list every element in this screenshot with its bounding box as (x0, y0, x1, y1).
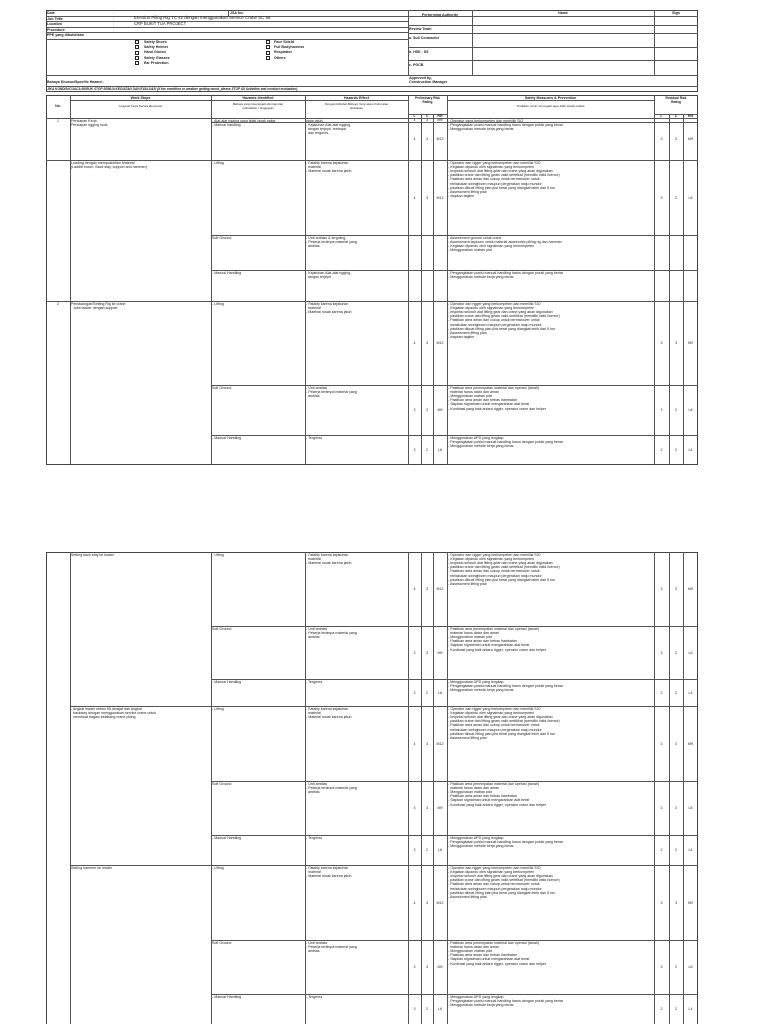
hazard-identified: - Alat-alat rigging yang tidak layak pakai - Manual handling (212, 118, 276, 127)
job-title-label: Job Tittle (47, 16, 63, 21)
residual-consequence: 3 (675, 741, 677, 746)
work-step: - Angkat leader sektor 65 derajat dan angkat backstay dengan menggunakan service crane untuk membuat bagian belakang crane pilling (71, 706, 157, 720)
ppe-checkbox-icon (135, 40, 139, 44)
column-divider (70, 940, 71, 994)
column-divider (433, 270, 434, 301)
col-rating-sub: L (413, 114, 416, 119)
preliminary-risk: M9 (437, 118, 443, 122)
residual-risk: L6 (688, 650, 693, 655)
ppe-checkbox-icon (266, 56, 270, 60)
construction-manager: Construction Manager (409, 80, 448, 84)
row-rule (46, 301, 698, 302)
hazard-identified: - Lifting (212, 865, 224, 870)
preliminary-risk: L6 (438, 690, 442, 695)
preliminary-likelihood: 4 (413, 741, 416, 746)
hazard-effect: - Unit amblas - Pekerja tertimpa material yang amblas (306, 781, 357, 795)
residual-likelihood: 3 (660, 137, 663, 141)
residual-consequence: 2 (675, 408, 677, 412)
preliminary-likelihood: 4 (413, 900, 416, 905)
residual-likelihood: 2 (660, 1007, 663, 1011)
preliminary-likelihood: 4 (413, 137, 416, 141)
hazard-effect: - Kejatuhan Alat-alat rigging, tangan terjepit (306, 270, 352, 279)
residual-consequence: 3 (675, 341, 677, 345)
column-divider (211, 160, 212, 235)
hazard-identified: Soft Ground (212, 940, 232, 945)
hazard-identified: - Manual Handling (212, 270, 242, 275)
ppe-item: Respirator (274, 50, 292, 55)
column-divider (211, 940, 212, 994)
residual-likelihood: 3 (660, 587, 663, 591)
hazard-effect: - Fatality karena kejatuhan material - Material rusak karena jatuh (306, 552, 352, 566)
residual-consequence: 2 (675, 848, 677, 852)
preliminary-likelihood: 3 (413, 1007, 416, 1011)
hazard-identified: - Lifting (212, 160, 224, 165)
preliminary-consequence: 3 (426, 408, 428, 412)
row-rule (211, 122, 698, 123)
safety-measures: - Operator dan rigger yang berkompeten dan memiliki SIO - Kegiatan dipandu oleh signalman yang berkompeten - Inspeksi seluruh alat lifting gear dan crane yang akan digunakan - pastikan crane dan lifting gears valid sertifikat (memiliki valid licence) - Pastikan area aman dan cukup untuk bermanuver untuk melakukan swingboom maupun pergerakan maju mundur - pastikan dibuat lifting plan jika berat yang diangkat lebih dari 5 ton - Assessment lifting plan - siapkan tagline (448, 160, 560, 199)
residual-likelihood: 3 (660, 806, 663, 810)
hazard-identified: Soft Ground (212, 781, 232, 786)
preliminary-risk: L6 (438, 448, 442, 452)
residual-likelihood: 3 (660, 195, 663, 200)
job-title-colon: : (113, 16, 114, 21)
hazard-identified: - Manual Handling (212, 994, 242, 999)
residual-risk: M9 (688, 137, 693, 141)
preliminary-likelihood: 3 (413, 448, 416, 452)
col-hazards-identified-sub: Bahaya yang bisa terjadi dari tiap-tiap metodakan / tanggapan (232, 102, 284, 110)
preliminary-likelihood: 4 (413, 341, 416, 345)
hazard-identified: - Lifting (212, 301, 224, 306)
col-preliminary: Preliminary Risk Rating (415, 96, 440, 104)
hse: b. HSE - SS (409, 49, 429, 54)
work-step: Setting hammer ke leader (71, 865, 113, 870)
name-column-header: Name (558, 10, 568, 15)
hazard-effect: - Tergores (306, 994, 323, 999)
residual-risk: M9 (688, 900, 693, 905)
header-rule (447, 100, 654, 101)
residual-likelihood: 3 (660, 900, 663, 905)
residual-consequence: 2 (675, 650, 677, 655)
safety-measures: - Pastikan area penempatan material dan operasi (tanah) material harus datar dan aman - Menggunakan matras plat - Pastikan area aman dan bebas hambatan - Siapkan signalman untuk mengarahkan alat berat - Kordinasi yang baik antara rigger, operator crane dan helper (448, 385, 547, 411)
ppe-item: Hand Gloves (144, 50, 166, 55)
column-divider (211, 706, 212, 781)
ppe-label: PPE yang dibutuhkan (47, 33, 84, 37)
jsa-table-page-2 (46, 552, 698, 1024)
header-rule (46, 118, 698, 119)
preliminary-consequence: 3 (426, 650, 428, 655)
residual-risk: L4 (688, 690, 693, 695)
hazard-effect: - Tergores (306, 679, 323, 684)
residual-likelihood: 3 (660, 650, 663, 655)
col-rating-sub: RR (687, 114, 694, 119)
safety-measures: - Menggunakan APD yang lengkap - Pengangkatan posisi manual handling harus dengan posisi yang benar - Menggunakan metode kerja yang benar (448, 835, 564, 849)
preliminary-consequence: 3 (426, 965, 428, 969)
preliminary-risk: M12 (436, 341, 444, 345)
location-label: Location (47, 22, 62, 26)
column-divider (211, 781, 212, 835)
residual-risk: L4 (688, 848, 693, 852)
column-divider (70, 679, 71, 706)
hazard-effect: - Fatality karena kejatuhan material - Material rusak karena jatuh (306, 865, 352, 879)
residual-likelihood: 2 (660, 690, 663, 695)
column-divider (669, 270, 670, 301)
work-step: Persiapan Kerja Persiapan rigging tools (71, 118, 108, 127)
preliminary-likelihood: 3 (413, 965, 416, 969)
preliminary-consequence: 3 (426, 118, 428, 122)
column-divider (211, 235, 212, 270)
residual-risk: L6 (688, 965, 693, 969)
col-rating-sub: L (660, 114, 663, 119)
ppe-checkbox-icon (135, 56, 139, 60)
col-work-steps-sub: Langkah Kerja Secara Berurutan (118, 104, 163, 108)
preliminary-likelihood: 4 (413, 118, 416, 122)
residual-risk: L4 (688, 448, 693, 452)
safety-measures: - Operator dan rigger yang berkompeten dan memiliki SIO - Kegiatan dipandu oleh signalman yang berkompeten - Inspeksi seluruh alat lifting gear dan crane yang akan digunakan - pastikan crane dan lifting gears valid sertifikat (memiliki valid licence) - Pastikan area aman dan cukup untuk bermanuver untuk melakukan swingboom maupun pergerakan maju mundur - pastikan dibuat lifting plan jika berat yang diangkat lebih dari 5 ton - Assessment lifting plan - siapkan tagline (448, 301, 560, 340)
column-divider (669, 235, 670, 270)
hazard-effect: yang jatuh - Kejatuhan Alat-alat rigging, tangan terjepit, tertimpa dan tergores. (306, 118, 352, 136)
residual-risk: L6 (688, 408, 693, 412)
safety-measures: - Operator yang berkompeten dan memiliki SIO - Pengangkatan posisi manual handling harus dengan posisi yang benar - Menggunakan metode kerja yang benar (448, 118, 564, 132)
sign-column-header: Sign (672, 10, 680, 15)
safety-measures: - Pastikan area penempatan material dan operasi (tanah) material harus datar dan aman - Menggunakan matras plat - Pastikan area aman dan bebas hambatan - Siapkan signalman untuk mengarahkan alat berat - Kordinasi yang baik antara rigger, operator crane dan helper (448, 626, 547, 652)
ppe-checkbox-icon (266, 40, 270, 44)
preliminary-consequence: 2 (426, 1007, 428, 1011)
safety-measures: - Pastikan area penempatan material dan operasi (tanah) material harus datar dan aman - Menggunakan matras plat - Pastikan area aman dan bebas hambatan - Siapkan signalman untuk mengarahkan alat berat - Kordinasi yang baik antara rigger, operator crane dan helper (448, 781, 547, 807)
col-residual: Residual Risk Rating (665, 96, 687, 104)
col-hazards-effect: Hazards Effect (344, 95, 369, 100)
preliminary-likelihood: 3 (413, 408, 416, 412)
residual-risk: M9 (688, 741, 693, 746)
location-value: CRP BUKIT TUA PROJECT (134, 20, 187, 26)
procedure-colon: : (113, 27, 114, 32)
column-divider (654, 270, 655, 301)
work-step: Setting back stay ke leader (71, 552, 115, 557)
column-divider (70, 118, 71, 465)
row-number: 2 (57, 301, 59, 306)
row-number: 1 (57, 118, 59, 123)
ppe-item: Safety Glasses (144, 55, 170, 60)
hazard-effect: - Fatality karena kejatuhan material - Material rusak karena jatuh (306, 301, 352, 315)
row-rule (70, 865, 698, 866)
safety-measures: - Menggunakan APD yang lengkap - Pengangkatan posisi manual handling harus dengan posisi yang benar - Menggunakan metode kerja yang benar (448, 994, 564, 1008)
residual-likelihood: 2 (660, 448, 663, 452)
column-divider (408, 270, 409, 301)
preliminary-risk: M12 (436, 587, 444, 591)
procedure-label: Procedure (47, 27, 65, 32)
ppe-item: Others (274, 55, 286, 60)
column-divider (433, 235, 434, 270)
column-divider (70, 865, 71, 940)
preliminary-consequence: 3 (426, 341, 428, 345)
ppe-checkbox-icon (266, 45, 270, 49)
preliminary-consequence: 3 (426, 741, 428, 746)
hazard-effect: - Unit amblas - Pekerja tertimpa material yang amblas (306, 626, 357, 640)
work-step: Loading dengan memposisikan Material (Ladder boom, Back stay, support and hammer) (71, 160, 148, 169)
jsa-no-colon: : (262, 10, 263, 15)
date-label: Date (47, 10, 55, 15)
hazard-identified: Soft Ground (212, 385, 232, 390)
preliminary-consequence: 2 (426, 848, 428, 852)
hazard-effect: - Unit amblas & terguling - Pekerja tertimpa material yang amblas (306, 235, 357, 249)
column-divider (70, 781, 71, 835)
col-hazards-effect-sub: Pengaruh/Akibat Bahaya Yang akan timbul atau dirasakan (324, 102, 389, 110)
preliminary-consequence: 3 (426, 900, 428, 905)
preliminary-consequence: 2 (426, 448, 428, 452)
jsa-table-page-1 (46, 95, 698, 465)
date-colon: : (113, 10, 114, 15)
residual-risk: L6 (688, 195, 693, 200)
review-team: Review Team (409, 26, 432, 31)
hazard-identified: - Lifting (212, 552, 224, 557)
hazard-effect: - Unit amblas - Pekerja tertimpa material yang amblas (306, 385, 357, 399)
hazard-effect: - Tergores (306, 435, 323, 440)
jsa-page-2 (0, 546, 768, 1024)
hazard-identified: - Manual Handling (212, 679, 242, 684)
hazard-identified: - Manual Handling (212, 435, 242, 440)
col-safety-measures-sub: Tindakan untuk mencegah agar tidak terjadi celaka (516, 104, 585, 108)
preliminary-likelihood: 3 (413, 806, 416, 810)
column-divider (421, 235, 422, 270)
ppe-checkbox-icon (135, 61, 139, 65)
safety-measures: - Pastikan area penempatan material dan operasi (tanah) material harus datar dan aman - Menggunakan matras plat - Pastikan area aman dan bebas hambatan - Siapkan signalman untuk mengarahkan alat berat - Kordinasi yang baik antara rigger, operator crane dan helper (448, 940, 547, 966)
ppe-item: Full Bodyharness (274, 44, 305, 49)
hazard-identified: - Manual Handling (212, 835, 242, 840)
column-divider (211, 385, 212, 435)
hazard-identified: Soft Ground (212, 235, 232, 240)
residual-risk: M9 (688, 587, 693, 591)
col-rating-sub: C (425, 114, 429, 119)
preliminary-consequence: 2 (426, 690, 428, 695)
column-divider (211, 301, 212, 385)
preliminary-consequence: 3 (426, 137, 428, 141)
residual-risk: L4 (688, 1007, 693, 1011)
column-divider (683, 235, 684, 270)
residual-consequence: 3 (675, 137, 677, 141)
residual-consequence: 2 (675, 448, 677, 452)
residual-likelihood: 2 (660, 848, 663, 852)
column-divider (70, 994, 71, 1024)
col-no: No. (55, 104, 61, 108)
residual-consequence: 2 (675, 1007, 677, 1011)
col-work-steps: Work Steps (130, 95, 151, 100)
safety-measures: - Operator dan rigger yang berkompeten dan memiliki SIO - Kegiatan dipandu oleh signalman yang berkompeten - Inspeksi seluruh alat lifting gear dan crane yang akan digunakan - pastikan crane dan lifting gears valid sertifikat (memiliki valid licence) - Pastikan area aman dan cukup untuk bermanuver untuk melakukan swingboom maupun pergerakan maju mundur - pastikan dibuat lifting plan jika berat yang diangkat lebih dari 5 ton - Assessment lifting plan (448, 865, 560, 899)
safety-measures: - Pengangkatan posisi manual handling harus dengan posisi yang benar - Menggunakan metode kerja yang benar (448, 270, 564, 279)
hazard-effect: - Fatality karena kejatuhan material - Material rusak karena jatuh (306, 160, 352, 174)
ppe-checkbox-icon (135, 51, 139, 55)
preliminary-consequence: 3 (426, 806, 428, 810)
column-divider (70, 835, 71, 865)
residual-consequence: 2 (675, 195, 677, 200)
preliminary-consequence: 3 (426, 587, 428, 591)
preliminary-risk: M9 (437, 408, 443, 412)
ppe-checkbox-icon (135, 45, 139, 49)
preliminary-risk: M9 (437, 650, 443, 655)
safety-measures: - Menggunakan APD yang lengkap - Pengangkatan posisi manual handling harus dengan posisi yang benar - Menggunakan metode kerja yang benar (448, 679, 564, 693)
preliminary-risk: M9 (437, 965, 443, 969)
ppe-item: Safety Helmet (144, 44, 168, 49)
preliminary-risk: M12 (436, 137, 444, 141)
residual-risk: L6 (688, 806, 693, 810)
hazard-identified: Soft Ground (212, 626, 232, 631)
residual-likelihood: 3 (660, 965, 663, 969)
hazard-effect: - Fatality karena kejatuhan material - Material rusak karena jatuh (306, 706, 352, 720)
residual-consequence: 3 (675, 587, 677, 591)
pgcb: c. PGCB (409, 63, 424, 67)
residual-consequence: 2 (675, 965, 677, 969)
preliminary-likelihood: 3 (413, 650, 416, 655)
approved-by: Approved by, (409, 75, 432, 80)
preliminary-risk: M9 (437, 806, 443, 810)
safety-measures: - Menggunakan APD yang lengkap - Pengangkatan posisi manual handling harus dengan posisi yang benar - Menggunakan metode kerja yang benar (448, 435, 564, 449)
column-divider (211, 552, 212, 626)
location-colon: : (113, 22, 114, 26)
ppe-item: Ear Protection (144, 61, 169, 66)
preliminary-risk: M12 (436, 741, 444, 746)
specific-hazard-label: Bahaya Khusus/Specific Hazard : (47, 79, 104, 84)
preliminary-risk: L6 (438, 1007, 442, 1011)
safety-measures: - Operator dan rigger yang berkompeten dan memiliki SIO - Kegiatan dipandu oleh signalman yang berkompeten - Inspeksi seluruh alat lifting gear dan crane yang akan digunakan - pastikan crane dan lifting gears valid sertifikat (memiliki valid licence) - Pastikan area aman dan cukup untuk bermanuver untuk melakukan swingboom maupun pergerakan maju mundur - pastikan dibuat lifting plan jika berat yang diangkat lebih dari 5 ton - Assessment lifting plan (448, 706, 560, 740)
header-rule (70, 100, 408, 101)
work-step: Pemasangan/Setting Rig ke crane Joint leader dengan support (71, 301, 126, 310)
preliminary-consequence: 3 (426, 195, 428, 200)
col-safety-measures: Safety Measures & Prevention (524, 95, 577, 100)
residual-likelihood: 3 (660, 741, 663, 746)
ppe-checkbox-icon (266, 51, 270, 55)
col-rating-sub: C (674, 114, 678, 119)
column-divider (408, 235, 409, 270)
preliminary-risk: M12 (436, 195, 444, 200)
ppe-item: Safety Shoes (144, 39, 167, 44)
column-divider (211, 865, 212, 940)
column-divider (211, 626, 212, 679)
jsa-no-label: JSA No. (230, 10, 244, 15)
residual-consequence: 2 (675, 690, 677, 695)
hazard-effect: - Tergores (306, 835, 323, 840)
residual-consequence: 3 (675, 900, 677, 905)
job-title-value: Erection Piling Rig TC 42 dengan menggunakan Service Crane SC 55 (134, 15, 271, 21)
column-divider (70, 626, 71, 679)
ppe-item: Face Shield (274, 39, 294, 44)
residual-consequence: 2 (675, 806, 677, 810)
column-divider (70, 552, 71, 626)
sub-contractor: a. Sub Contractor (409, 36, 440, 40)
preliminary-risk: L6 (438, 848, 442, 852)
safety-measures: - Operator dan rigger yang berkompeten dan memiliki SIO - Kegiatan dipandu oleh signalman yang berkompeten - Inspeksi seluruh alat lifting gear dan crane yang akan digunakan - pastikan crane dan lifting gears valid sertifikat (memiliki valid licence) - Pastikan area aman dan cukup untuk bermanuver untuk melakukan swingboom maupun pergerakan maju mundur - pastikan dibuat lifting plan jika berat yang diangkat lebih dari 5 ton - Assessment lifting plan (448, 552, 560, 586)
preliminary-likelihood: 4 (413, 587, 416, 591)
residual-likelihood: 3 (660, 341, 663, 345)
hazard-identified: - Lifting (212, 706, 224, 711)
preliminary-likelihood: 4 (413, 195, 416, 200)
preliminary-likelihood: 3 (413, 690, 416, 695)
safety-measures: - Assessment ground untuk crane - Assessment laydown untuk material assesories pilling rig dan hammer - Kegiatan dipandu oleh signalman yang berkompeten - Menggunakan matras plat (448, 235, 562, 253)
preliminary-likelihood: 3 (413, 848, 416, 852)
residual-risk: M9 (688, 341, 693, 345)
jsa-page-1 (0, 0, 768, 500)
performing-authority: Performing Authority (421, 12, 458, 17)
page-gap (0, 500, 768, 546)
residual-likelihood: 3 (660, 408, 663, 412)
column-divider (683, 270, 684, 301)
column-divider (654, 235, 655, 270)
hazard-effect: - Unit amblas - Pekerja tertimpa material yang amblas (306, 940, 357, 954)
stop-note: JIKA KONDISI/CUACA BURUK STOP SEMUA KEGIATAN DAN EVALUASI (If the condition or weather getting worst, please STOP All Activities and conduct evaluation) (47, 87, 298, 91)
column-divider (421, 270, 422, 301)
col-rating-sub: RR (437, 114, 443, 119)
row-rule (70, 706, 698, 707)
col-hazards-identified: Hazards Identified (242, 95, 274, 100)
preliminary-risk: M12 (436, 900, 444, 905)
